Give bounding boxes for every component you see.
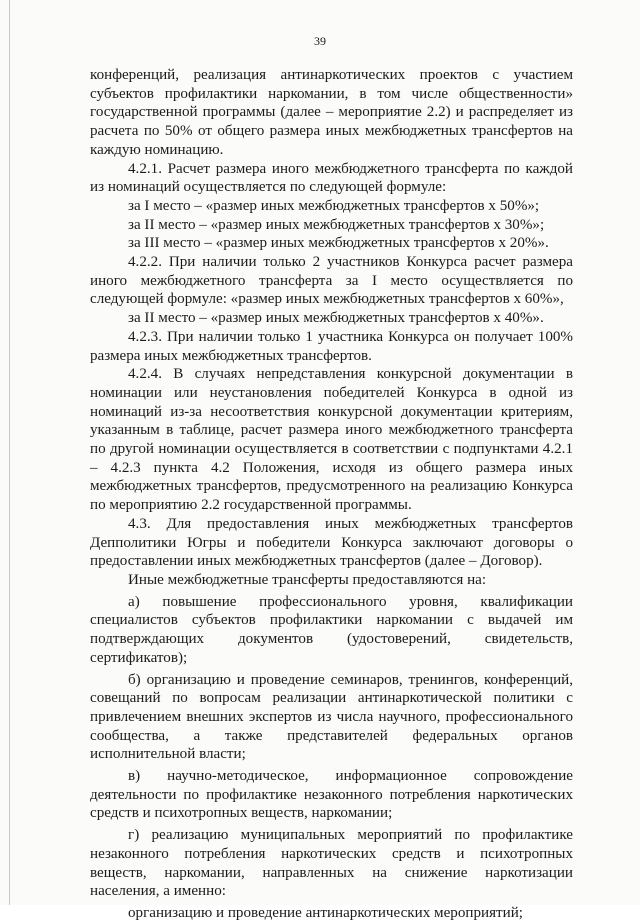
page-number: 39 xyxy=(314,34,326,48)
paragraph-place-3: за III место – «размер иных межбюджетных трансфертов х 20%». xyxy=(128,235,549,252)
paragraph-4-3: 4.3. Для предоставления иных межбюджетных трансфертов Депполитики Югры и победители Конкурса заключают договоры о предоставлении иных межбюджетных трансфертов (далее – Договор). xyxy=(90,515,573,570)
paragraph-item-b: б) организацию и проведение семинаров, тренингов, конференций, совещаний по вопросам реализации антинаркотической политики с привлечением внешних экспертов из числа научного, профессионального сообщества, а также представителей федеральных органов исполнительной власти; xyxy=(90,671,573,763)
paragraph-item-v: в) научно-методическое, информационное сопровождение деятельности по профилактике незаконного потребления наркотических средств и психотропных веществ, наркомании; xyxy=(90,768,573,822)
document-body xyxy=(90,66,573,923)
paragraph-4-2-2-place-2: за II место – «размер иных межбюджетных трансфертов х 40%». xyxy=(128,310,544,327)
paragraph-place-2: за II место – «размер иных межбюджетных трансфертов х 30%»; xyxy=(128,216,545,233)
paragraph-transfers-intro: Иные межбюджетные трансферты предоставляются на: xyxy=(128,571,487,588)
paragraph-item-a: а) повышение профессионального уровня, квалификации специалистов субъектов профилактики наркомании с выдачей им подтверждающих документов (удостоверений, свидетельств, сертификатов); xyxy=(90,593,573,666)
paragraph-continuation: конференций, реализация антинаркотических проектов с участием субъектов профилактики наркомании, в том числе общественности» государственной программы (далее – мероприятие 2.2) и распределяет из расчета по 50% от общего размера иных межбюджетных трансфертов на каждую номинацию. xyxy=(90,67,573,158)
paragraph-4-2-2: 4.2.2. При наличии только 2 участников Конкурса расчет размера иного межбюджетного трансферта за I место осуществляется по следующей формуле: «размер иных межбюджетных трансфертов х 60%», xyxy=(90,254,573,308)
paragraph-4-2-1: 4.2.1. Расчет размера иного межбюджетного трансферта по каждой из номинаций осуществляется по следующей формуле: xyxy=(90,160,573,196)
paragraph-4-2-4: 4.2.4. В случаях непредставления конкурсной документации в номинации или неустановления победителей Конкурса в одной из номинаций из-за несоответствия конкурсной документации критериям, указанным в таблице, расчет размера иного межбюджетного трансферта по другой номинации осуществляется в соответствии с подпунктами 4.2.1 – 4.2.3 пункта 4.2 Положения, исходя из общего размера иных межбюджетных трансфертов, предусмотренного на реализацию Конкурса по мероприятию 2.2 государственной программы. xyxy=(90,366,573,514)
scan-edge-line xyxy=(9,0,10,905)
paragraph-events: организацию и проведение антинаркотических мероприятий; xyxy=(128,904,523,921)
paragraph-4-2-3: 4.2.3. При наличии только 1 участника Конкурса он получает 100% размера иных межбюджетных трансфертов. xyxy=(90,328,573,364)
paragraph-place-1: за I место – «размер иных межбюджетных трансфертов х 50%»; xyxy=(128,197,540,214)
paragraph-item-g: г) реализацию муниципальных мероприятий по профилактике незаконного потребления наркотических средств и психотропных веществ, наркомании, направленных на снижение наркотизации населения, а именно: xyxy=(90,827,573,900)
